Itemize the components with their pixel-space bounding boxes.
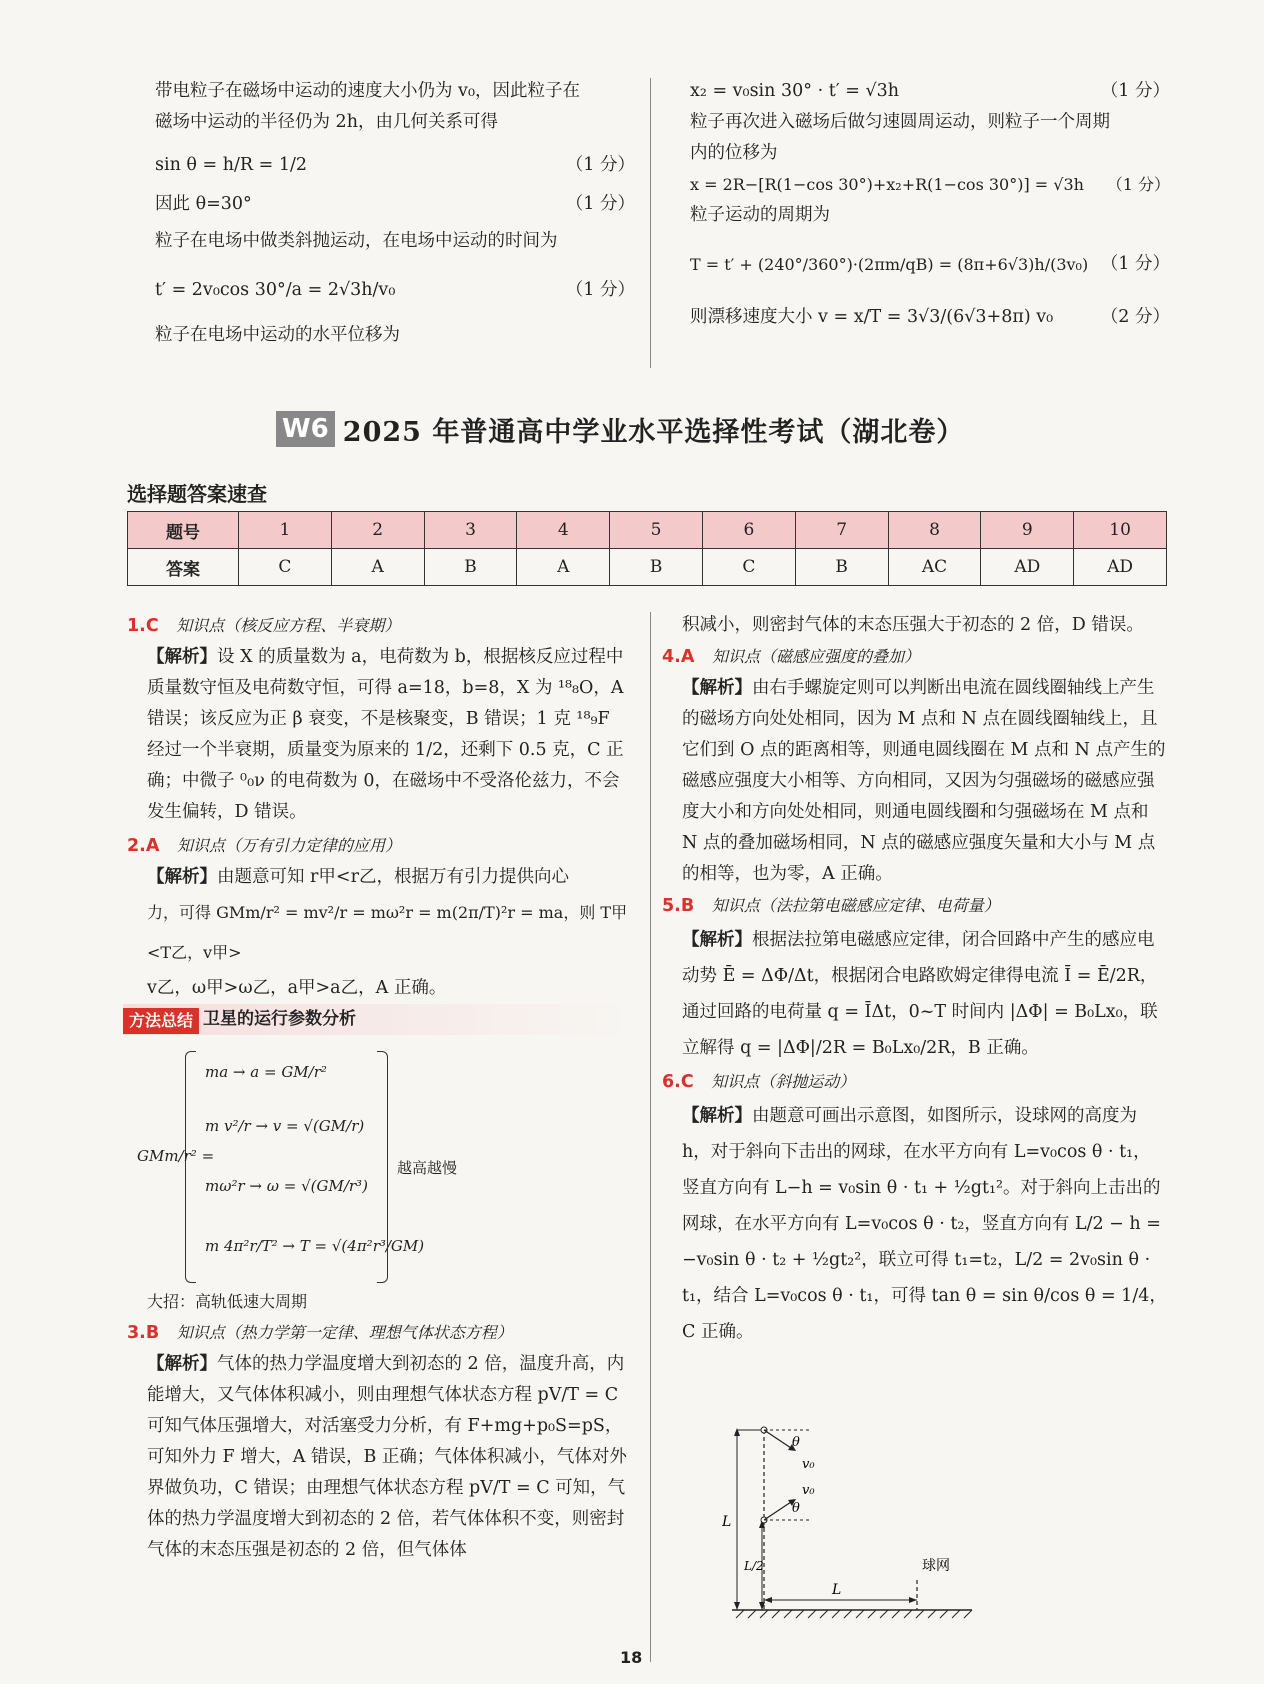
knowledge-point: 知识点（磁感应强度的叠加） xyxy=(711,647,920,666)
net-label: 球网 xyxy=(922,1558,950,1574)
equation-line xyxy=(690,302,1170,333)
knowledge-point: 知识点（万有引力定律的应用） xyxy=(176,836,401,855)
answers-title: 选择题答案速查 xyxy=(127,482,267,506)
column-divider xyxy=(650,78,651,368)
velocity-up-arrow xyxy=(764,1500,794,1520)
question-number: 4 xyxy=(517,512,610,549)
q3-header xyxy=(127,1317,632,1349)
ground-hatch xyxy=(736,1610,972,1618)
q1-explanation xyxy=(127,642,632,828)
q4-explanation xyxy=(662,673,1167,890)
question-number-label: 2.A xyxy=(127,836,160,856)
text-line: 粒子运动的周期为 xyxy=(690,205,830,225)
v0-label: v₀ xyxy=(802,1457,815,1472)
analysis-tag: 【解析】 xyxy=(682,930,752,950)
knowledge-point: 知识点（核反应方程、半衰期） xyxy=(176,616,401,635)
top-right-column xyxy=(690,76,1170,333)
knowledge-point: 知识点（热力学第一定律、理想气体状态方程） xyxy=(176,1323,513,1342)
answers-value-row xyxy=(128,549,1167,586)
equation-line xyxy=(155,275,635,306)
satellite-formula-box xyxy=(127,1041,632,1286)
top-left-column xyxy=(155,76,635,351)
score: （1 分） xyxy=(565,194,635,214)
analysis-text: 由右手螺旋定则可以判断出电流在圆线圈轴线上产生的磁场方向处处相同，因为 M 点和 N 点在圆线圈轴线上，且它们到 O 点的距离相等，则通电圆线圈在 M 点和 N 点产生的磁感应强度大小相等、方向相同，又因为匀强磁场的磁感应强度大小和方向处处相同，则通电圆线圈和匀强磁场在 M 点和 N 点的叠加磁场相同，N 点的磁感应强度矢量和大小与 M 点的相等，也为零，A 正确。 xyxy=(682,678,1166,884)
equation-line xyxy=(690,249,1170,280)
analysis-tag: 【解析】 xyxy=(147,867,217,887)
q2-explanation xyxy=(127,862,632,893)
right-brace xyxy=(377,1051,388,1283)
text-line: 内的位移为 xyxy=(690,143,778,163)
equation: t′ = 2v₀cos 30°/a = 2√3h/v₀ xyxy=(155,280,396,300)
equation-line xyxy=(690,169,1170,200)
knowledge-point: 知识点（斜抛运动） xyxy=(711,1072,856,1091)
question-number-label: 6.C xyxy=(662,1072,694,1092)
score: （1 分） xyxy=(565,155,635,175)
analysis-text: 由题意可知 r甲<r乙，根据万有引力提供向心 xyxy=(217,867,569,887)
page-number: 18 xyxy=(620,1648,643,1667)
equation: x₂ = v₀sin 30° · t′ = √3h xyxy=(690,81,900,101)
answer-value: A xyxy=(331,549,424,586)
L-label: L xyxy=(722,1514,732,1530)
question-number-label: 3.B xyxy=(127,1323,160,1343)
equation-line xyxy=(155,189,635,220)
q1-header xyxy=(127,610,632,642)
answers-number-row xyxy=(128,512,1167,549)
text-line: 粒子再次进入磁场后做匀速圆周运动，则粒子一个周期 xyxy=(690,112,1110,132)
question-number-label: 5.B xyxy=(662,896,695,916)
analysis-text: 根据法拉第电磁感应定律，闭合回路中产生的感应电动势 Ē = ΔΦ/Δt，根据闭合电路欧姆定律得电流 Ī = Ē/2R，通过回路的电荷量 q = ĪΔt，0~T 时间内 |ΔΦ| = B₀Lx₀，联立解得 q = |ΔΦ|/2R = B₀Lx₀/2R，B 正确。 xyxy=(682,930,1158,1058)
question-number: 7 xyxy=(795,512,888,549)
score: （2 分） xyxy=(1100,307,1170,327)
method-summary-tag: 方法总结 xyxy=(123,1008,199,1034)
left-brace xyxy=(185,1051,196,1283)
score: （1 分） xyxy=(1100,81,1170,101)
bottom-left-column xyxy=(127,610,632,1566)
analysis-text: 设 X 的质量数为 a，电荷数为 b，根据核反应过程中质量数守恒及电荷数守恒，可得 a=18，b=8，X 为 ¹⁸₈O，A 错误；该反应为正 β 衰变，不是核聚变，B 错误；1 克 ¹⁸₉F 经过一个半衰期，质量变为原来的 1/2，还剩下 0.5 克，C 正确；中微子 ⁰₀ν 的电荷数为 0，在磁场中不受洛伦兹力，不会发生偏转，D 错误。 xyxy=(147,647,624,822)
score: （1 分） xyxy=(1106,175,1170,194)
method-summary-title: 卫星的运行参数分析 xyxy=(203,1009,357,1029)
tip-text: 大招：高轨低速大周期 xyxy=(147,1292,308,1311)
formula-row: ma → a = GM/r² xyxy=(205,1063,327,1081)
text-line: 磁场中运动的半径仍为 2h，由几何关系可得 xyxy=(155,112,498,132)
formula-row: m 4π²r/T² → T = √(4π²r³/GM) xyxy=(205,1237,425,1255)
row-label: 题号 xyxy=(128,512,239,549)
q3-continuation: 积减小，则密封气体的末态压强大于初态的 2 倍，D 错误。 xyxy=(682,615,1144,635)
question-number: 5 xyxy=(610,512,703,549)
answer-value: C xyxy=(239,549,332,586)
question-number: 10 xyxy=(1074,512,1167,549)
answer-value: AC xyxy=(888,549,981,586)
text-line: 粒子在电场中运动的水平位移为 xyxy=(155,325,400,345)
text-line: 带电粒子在磁场中运动的速度大小仍为 v₀，因此粒子在 xyxy=(155,81,580,101)
velocity-down-arrow xyxy=(764,1430,794,1450)
question-number: 2 xyxy=(331,512,424,549)
analysis-tag: 【解析】 xyxy=(147,1354,217,1374)
equation: T = t′ + (240°/360°)·(2πm/qB) = (8π+6√3)h/(3v₀) xyxy=(690,255,1089,274)
answer-value: C xyxy=(702,549,795,586)
theta-label: θ xyxy=(792,1435,800,1450)
q5-explanation xyxy=(662,922,1167,1066)
formula-row: mω²r → ω = √(GM/r³) xyxy=(205,1177,368,1195)
question-number: 6 xyxy=(702,512,795,549)
analysis-text: v乙，ω甲>ω乙，a甲>a乙，A 正确。 xyxy=(147,978,447,998)
q6-explanation xyxy=(662,1098,1167,1350)
answers-table xyxy=(127,511,1167,586)
answer-value: B xyxy=(795,549,888,586)
L-half-label: L/2 xyxy=(744,1559,764,1573)
v0-label: v₀ xyxy=(802,1483,815,1498)
question-number-label: 1.C xyxy=(127,616,159,636)
formula-conclusion: 越高越慢 xyxy=(397,1159,458,1177)
equation-line xyxy=(690,76,1170,107)
equation: 因此 θ=30° xyxy=(155,194,252,214)
method-summary-bar xyxy=(123,1004,632,1035)
score: （1 分） xyxy=(1100,254,1170,274)
q4-header xyxy=(662,641,1167,673)
question-number: 8 xyxy=(888,512,981,549)
section-title-text: 2025 年普通高中学业水平选择性考试（湖北卷） xyxy=(342,416,965,448)
formula-lhs: GMm/r² = xyxy=(137,1147,215,1165)
tennis-trajectory-diagram xyxy=(722,1420,982,1635)
equation: x = 2R−[R(1−cos 30°)+x₂+R(1−cos 30°)] = √3h xyxy=(690,175,1084,194)
column-divider xyxy=(650,612,651,1662)
bottom-right-column xyxy=(662,610,1167,1350)
row-label: 答案 xyxy=(128,549,239,586)
answer-value: B xyxy=(610,549,703,586)
q2-header xyxy=(127,830,632,862)
knowledge-point: 知识点（法拉第电磁感应定律、电荷量） xyxy=(711,896,1000,915)
q5-header xyxy=(662,890,1167,922)
question-number: 3 xyxy=(424,512,517,549)
answer-value: AD xyxy=(1074,549,1167,586)
theta-label: θ xyxy=(792,1501,800,1516)
question-number-label: 4.A xyxy=(662,647,695,667)
analysis-text: 气体的热力学温度增大到初态的 2 倍，温度升高，内能增大，又气体体积减小，则由理想气体状态方程 pV/T = C 可知气体压强增大，对活塞受力分析，有 F+mg+p₀S=pS，可知外力 F 增大，A 错误，B 正确；气体体积减小，气体对外界做负功，C 错误；由理想气体状态方程 pV/T = C 可知，气体的热力学温度增大到初态的 2 倍，若气体体积不变，则密封气体的末态压强是初态的 2 倍，但气体体 xyxy=(147,1354,627,1560)
section-badge: W6 xyxy=(276,411,335,447)
section-title xyxy=(276,407,964,451)
answer-value: A xyxy=(517,549,610,586)
formula-row: m v²/r → v = √(GM/r) xyxy=(205,1117,365,1135)
analysis-tag: 【解析】 xyxy=(147,647,217,667)
question-number: 9 xyxy=(981,512,1074,549)
equation-line xyxy=(155,150,635,181)
analysis-tag: 【解析】 xyxy=(682,1106,752,1126)
analysis-text: 由题意可画出示意图，如图所示，设球网的高度为 h，对于斜向下击出的网球，在水平方向有 L=v₀cos θ · t₁，竖直方向有 L−h = v₀sin θ · t₁ + ½gt₁²。对于斜向上击出的网球，在水平方向有 L=v₀cos θ · t₂，竖直方向有 L/2 − h = −v₀sin θ · t₂ + ½gt₂²，联立可得 t₁=t₂，L/2 = 2v₀sin θ · t₁，结合 L=v₀cos θ · t₁，可得 tan θ = sin θ/cos θ = 1/4，C 正确。 xyxy=(682,1106,1167,1342)
analysis-tag: 【解析】 xyxy=(682,678,752,698)
score: （1 分） xyxy=(565,280,635,300)
equation: 则漂移速度大小 v = x/T = 3√3/(6√3+8π) v₀ xyxy=(690,307,1054,327)
equation: sin θ = h/R = 1/2 xyxy=(155,155,308,175)
answer-value: AD xyxy=(981,549,1074,586)
analysis-text: 力，可得 GMm/r² = mv²/r = mω²r = m(2π/T)²r = ma，则 T甲<T乙，v甲> xyxy=(147,903,628,962)
L-distance-label: L xyxy=(832,1582,842,1598)
q6-header xyxy=(662,1066,1167,1098)
text-line: 粒子在电场中做类斜抛运动，在电场中运动的时间为 xyxy=(155,231,558,251)
answer-value: B xyxy=(424,549,517,586)
q3-explanation xyxy=(127,1349,632,1566)
question-number: 1 xyxy=(239,512,332,549)
